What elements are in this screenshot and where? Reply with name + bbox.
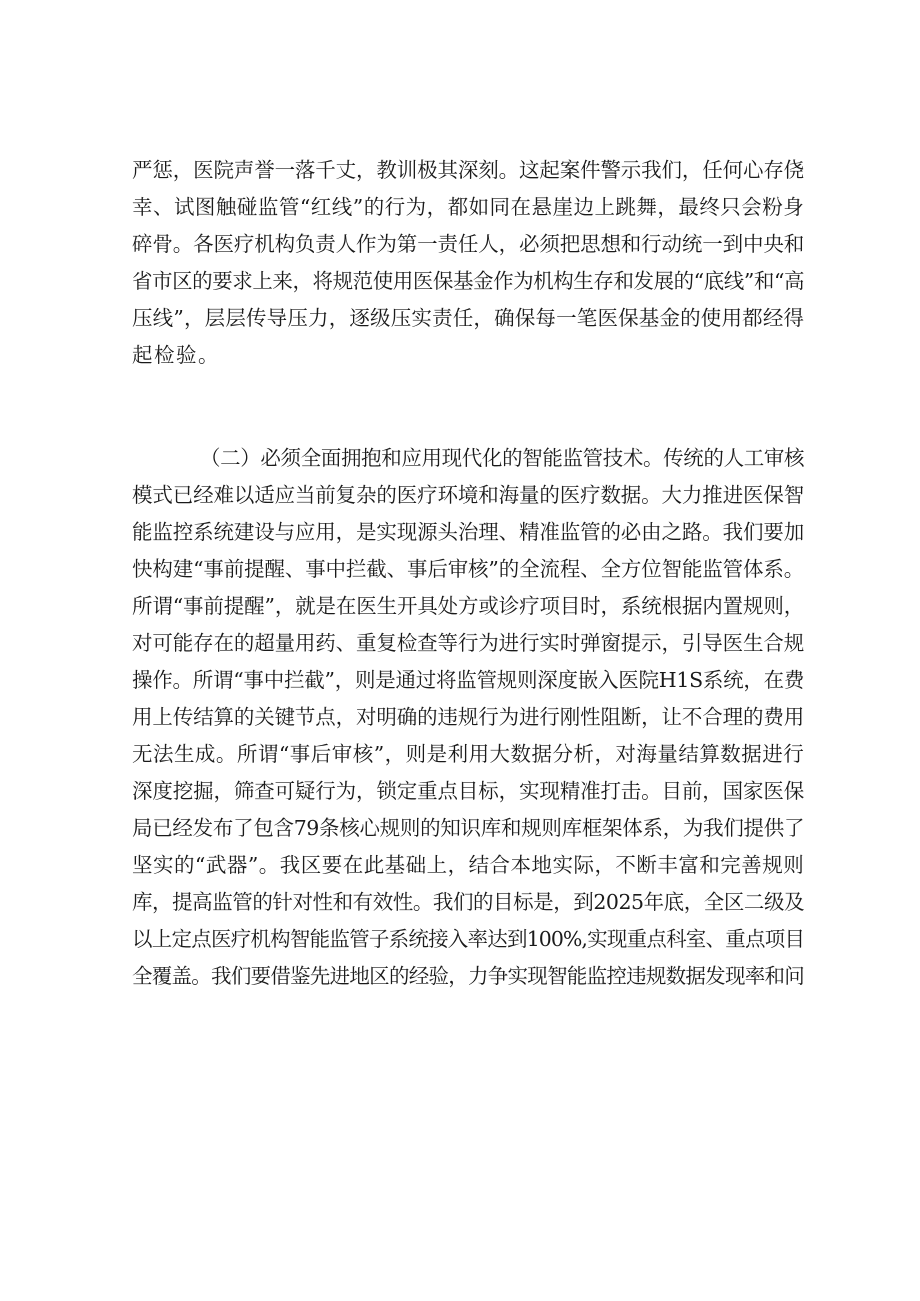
paragraph-line: 幸、试图触碰监管“红线”的行为，都如同在悬崖边上跳舞，最终只会粉身	[132, 195, 804, 219]
paragraph-line: 所谓“事前提醒”，就是在医生开具处方或诊疗项目时，系统根据内置规则，	[132, 594, 804, 618]
paragraph-line: 快构建“事前提醒、事中拦截、事后审核”的全流程、全方位智能监管体系。	[132, 557, 804, 581]
paragraph-line: 全覆盖。我们要借鉴先进地区的经验，力争实现智能监控违规数据发现率和问	[132, 964, 804, 988]
paragraph-line: 起检验。	[132, 343, 220, 367]
paragraph-line: 无法生成。所谓“事后审核”，则是利用大数据分析，对海量结算数据进行	[132, 742, 804, 766]
paragraph-line: 以上定点医疗机构智能监管子系统接入率达到100%,实现重点科室、重点项目	[132, 927, 804, 951]
paragraph-line: 坚实的“武器”。我区要在此基础上，结合本地实际，不断丰富和完善规则	[132, 853, 804, 877]
paragraph-line: 碎骨。各医疗机构负责人作为第一责任人，必须把思想和行动统一到中央和	[132, 232, 804, 256]
paragraph-line: 库，提高监管的针对性和有效性。我们的目标是，到2025年底，全区二级及	[132, 890, 804, 914]
paragraph-line: 操作。所谓“事中拦截”，则是通过将监管规则深度嵌入医院H1S系统，在费	[132, 668, 805, 692]
paragraph-line: 严惩，医院声誉一落千丈，教训极其深刻。这起案件警示我们，任何心存侥	[132, 158, 804, 182]
paragraph-line: 压线”，层层传导压力，逐级压实责任，确保每一笔医保基金的使用都经得	[132, 306, 804, 330]
paragraph-line: 深度挖掘，筛查可疑行为，锁定重点目标，实现精准打击。目前，国家医保	[132, 779, 804, 803]
paragraph-line: 对可能存在的超量用药、重复检查等行为进行实时弹窗提示，引导医生合规	[132, 631, 804, 655]
paragraph-line: （二）必须全面拥抱和应用现代化的智能监管技术。传统的人工审核	[200, 446, 804, 470]
paragraph-line: 模式已经难以适应当前复杂的医疗环境和海量的医疗数据。大力推进医保智	[132, 483, 804, 507]
paragraph-2	[132, 440, 804, 995]
paragraph-1	[132, 152, 804, 374]
paragraph-line: 用上传结算的关键节点，对明确的违规行为进行刚性阻断，让不合理的费用	[132, 705, 804, 729]
paragraph-line: 局已经发布了包含79条核心规则的知识库和规则库框架体系，为我们提供了	[132, 816, 804, 840]
paragraph-line: 能监控系统建设与应用，是实现源头治理、精准监管的必由之路。我们要加	[132, 520, 804, 544]
paragraph-line: 省市区的要求上来，将规范使用医保基金作为机构生存和发展的“底线”和“高	[132, 269, 804, 293]
